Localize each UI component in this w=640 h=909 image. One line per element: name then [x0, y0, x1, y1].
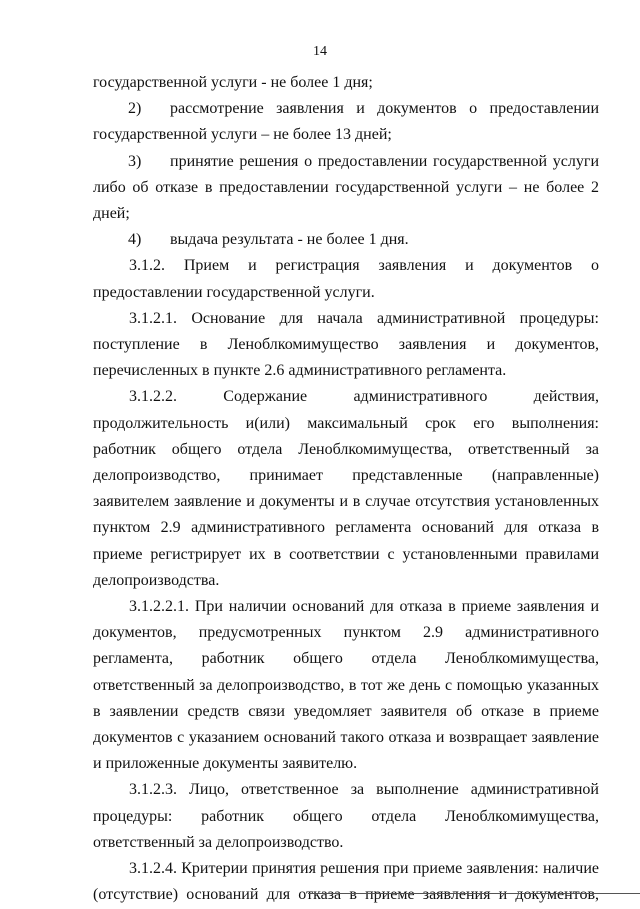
paragraph-3-1-2-2-1: 3.1.2.2.1. При наличии оснований для отказа в приеме заявления и документов, предусмотренных пунктом 2.9 административного регламента, работник общего отдела Леноблкомимущества, ответственный за делопроизводство, в тот же день с помощью указанных в заявлении средств связи уведомляет заявителя об отказе в приеме документов с указанием оснований такого отказа и возвращает заявление и приложенные документы заявителю.	[93, 598, 599, 773]
list-item-continuation: либо об отказе в предоставлении государственной услуги – не более 2 дней;	[93, 178, 599, 223]
list-item-continuation: государственной услуги – не более 13 дней;	[93, 126, 392, 144]
paragraph-continuation: государственной услуги - не более 1 дня;	[93, 74, 373, 91]
list-item-text: рассмотрение заявления и документов о предоставлении	[170, 100, 599, 118]
list-item-3	[93, 149, 599, 175]
footer-rule	[308, 893, 640, 894]
paragraph-3-1-2: 3.1.2. Прием и регистрация заявления и документов о предоставлении государственной услуги.	[93, 257, 599, 301]
paragraph-3-1-2-2: 3.1.2.2. Содержание административного действия, продолжительность и(или) максимальный срок его выполнения: работник общего отдела Леноблкомимущества, ответственный за делопроизводство, принимает представленные (направленные) заявителем заявление и документы и в случае отсутствия установленных пунктом 2.9 административного регламента оснований для отказа в приеме регистрирует их в соответствии с установленными правилами делопроизводства.	[93, 388, 599, 589]
document-body	[93, 70, 599, 909]
list-number: 2)	[128, 100, 142, 118]
paragraph-3-1-2-1: 3.1.2.1. Основание для начала административной процедуры: поступление в Леноблкомимущество заявления и документов, перечисленных в пункте 2.6 административного регламента.	[93, 309, 599, 380]
list-number: 4)	[128, 231, 142, 249]
list-item-2	[93, 96, 599, 122]
paragraph-3-1-2-4: 3.1.2.4. Критерии принятия решения при приеме заявления: наличие (отсутствие) оснований для отказа в приеме заявления и документов,	[93, 860, 599, 904]
page-number: 14	[313, 44, 327, 59]
paragraph-3-1-2-3: 3.1.2.3. Лицо, ответственное за выполнение административной процедуры: работник общего отдела Леноблкомимущества, ответственный за делопроизводство.	[93, 781, 599, 851]
list-item-4	[93, 227, 599, 253]
list-item-text: принятие решения о предоставлении государственной услуги	[170, 152, 599, 170]
list-item-text: выдача результата - не более 1 дня.	[170, 231, 409, 249]
list-number: 3)	[128, 152, 142, 170]
